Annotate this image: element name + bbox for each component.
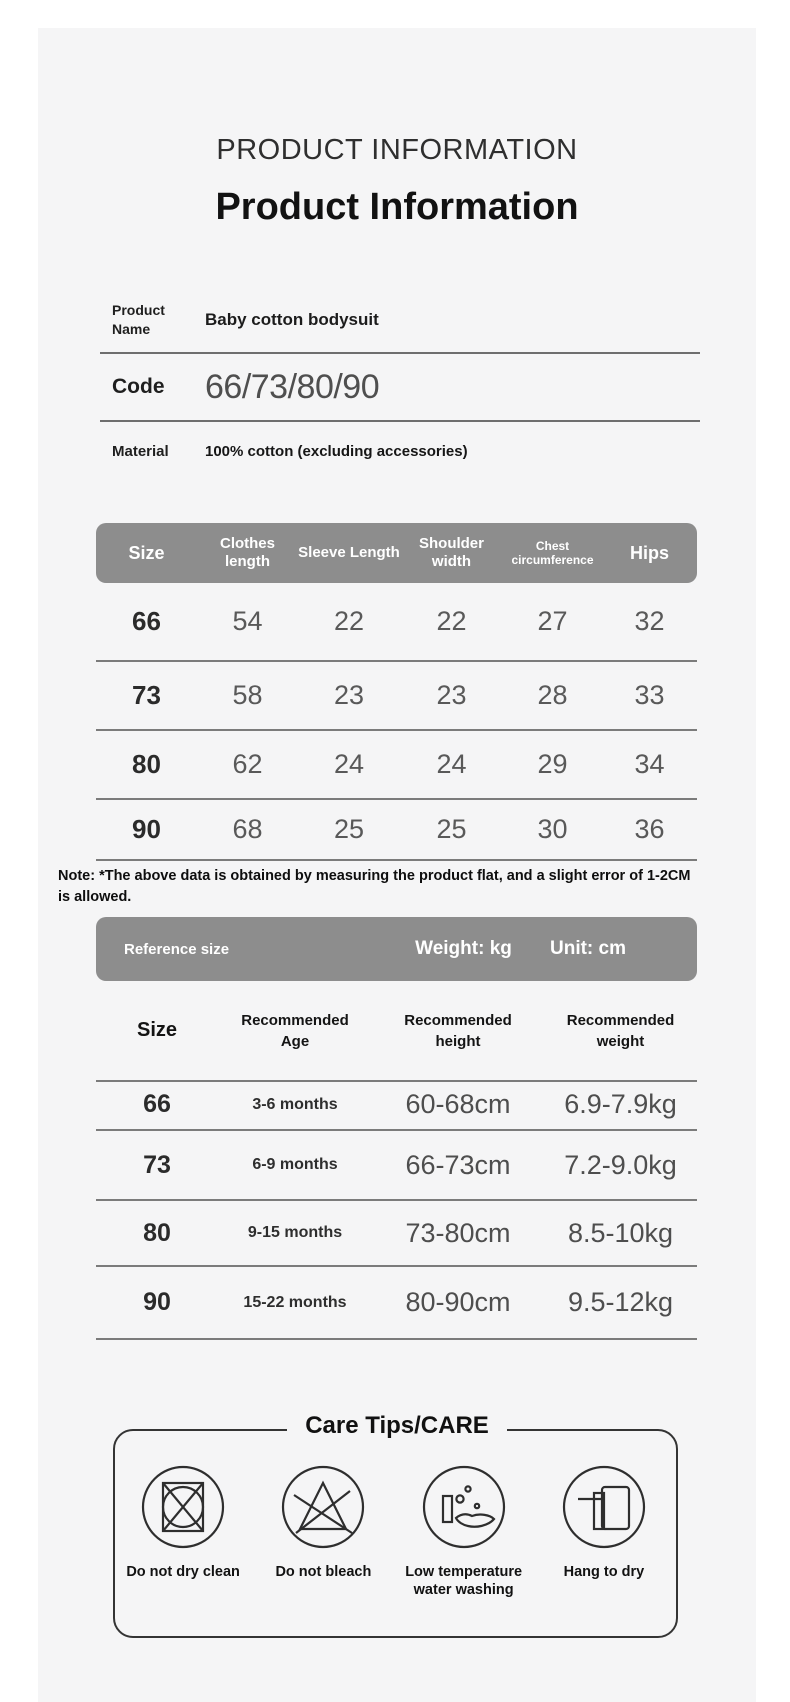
cell: 30 (537, 814, 568, 844)
cell: 15-22 months (243, 1293, 347, 1311)
care-tips-title: Care Tips/CARE (287, 1412, 507, 1440)
length-unit-label: Unit: cm (550, 938, 626, 959)
page-title: Product Information (215, 186, 579, 228)
cell: 9-15 months (247, 1224, 343, 1241)
info-row-code (112, 355, 698, 419)
care-item (113, 1463, 253, 1599)
cell: 62 (232, 749, 263, 779)
hang-to-dry-icon (560, 1463, 648, 1551)
care-item (253, 1463, 393, 1599)
table-row (96, 1267, 697, 1340)
cell: 7.2-9.0kg (564, 1149, 677, 1180)
cell: 27 (537, 606, 568, 636)
reference-size-label: Reference size (124, 940, 230, 958)
cell: 73 (132, 680, 161, 710)
cell: 36 (634, 814, 665, 844)
cell: 58 (232, 680, 263, 710)
reference-table-body (96, 1080, 697, 1340)
table-row (96, 1201, 697, 1267)
header-text: Recommended height (404, 1011, 512, 1050)
cell: 32 (634, 606, 665, 636)
product-name-value: Baby cotton bodysuit (205, 310, 379, 329)
care-item (534, 1463, 674, 1599)
column-header-sleeve-length: Sleeve Length (298, 544, 400, 561)
cell: 80 (132, 749, 161, 779)
table-row (96, 662, 697, 731)
cell: 23 (333, 680, 365, 710)
material-value: 100% cotton (excluding accessories) (205, 442, 468, 460)
care-items-row (113, 1463, 674, 1599)
cell: 80-90cm (405, 1287, 511, 1317)
column-header-shoulder-width: Shoulder width (418, 535, 484, 570)
cell: 24 (436, 749, 467, 779)
cell: 25 (436, 814, 467, 844)
header-text: Recommended Age (241, 1011, 349, 1050)
care-item-label: Do not bleach (275, 1564, 372, 1580)
table-row (96, 1131, 697, 1201)
measurement-note: Note: *The above data is obtained by measuring the product flat, and a slight error of 1-2CM is allowed. (58, 868, 691, 905)
hand-wash-icon (420, 1463, 508, 1551)
material-label: Material (112, 442, 169, 460)
cell: 66-73cm (405, 1149, 511, 1180)
size-table-body (96, 583, 697, 861)
cell: 6.9-7.9kg (564, 1089, 677, 1119)
code-value: 66/73/80/90 (205, 367, 380, 406)
page-subtitle: PRODUCT INFORMATION (216, 134, 578, 166)
do-not-dry-clean-icon (139, 1463, 227, 1551)
cell: 90 (132, 814, 161, 844)
cell: 34 (634, 749, 665, 779)
cell: 3-6 months (252, 1095, 338, 1113)
info-row-material (112, 422, 698, 480)
cell: 29 (537, 749, 568, 779)
do-not-bleach-icon (279, 1463, 367, 1551)
care-item-label: Hang to dry (563, 1564, 645, 1580)
cell: 28 (537, 680, 568, 710)
table-row (96, 583, 697, 662)
product-name-label: Product Name (112, 302, 165, 337)
column-header-recommended-age (218, 1010, 372, 1052)
cell: 9.5-12kg (567, 1287, 674, 1317)
cell: 60-68cm (405, 1089, 511, 1119)
column-header-clothes-length: Clothes length (219, 535, 275, 570)
cell: 68 (232, 814, 263, 844)
care-title-wrap (38, 1412, 756, 1440)
care-item-label: Do not dry clean (126, 1564, 240, 1580)
cell: 54 (232, 606, 263, 636)
cell: 80 (143, 1218, 171, 1247)
cell: 24 (333, 749, 365, 779)
cell: 33 (634, 680, 665, 710)
cell: 73-80cm (405, 1217, 511, 1248)
column-header-size: Size (128, 543, 165, 563)
cell: 23 (436, 680, 467, 710)
divider (100, 352, 700, 354)
table-row (96, 1080, 697, 1131)
table-row (96, 731, 697, 800)
reference-table-subheader (96, 981, 697, 1082)
column-header-recommended-height (372, 1010, 544, 1052)
care-item-label: Low temperature water washing (405, 1564, 523, 1598)
cell: 90 (143, 1288, 171, 1316)
column-header-chest-circumference: Chest circumference (511, 539, 594, 567)
size-table-header (96, 523, 697, 583)
care-item (394, 1463, 534, 1599)
cell: 6-9 months (252, 1156, 338, 1173)
weight-unit-label: Weight: kg (415, 938, 512, 959)
code-label: Code (112, 375, 165, 398)
column-header-hips: Hips (629, 543, 669, 563)
cell: 73 (143, 1150, 171, 1179)
table-row (96, 800, 697, 861)
reference-table-header (96, 917, 697, 981)
header-text: Recommended weight (566, 1011, 675, 1050)
cell: 25 (333, 814, 365, 844)
column-header-size: Size (136, 1019, 178, 1041)
cell: 22 (333, 606, 365, 636)
cell: 22 (436, 606, 467, 636)
cell: 8.5-10kg (567, 1217, 674, 1248)
cell: 66 (143, 1090, 171, 1118)
column-header-recommended-weight (544, 1010, 697, 1052)
cell: 66 (132, 606, 161, 636)
info-row-product-name (112, 288, 698, 352)
